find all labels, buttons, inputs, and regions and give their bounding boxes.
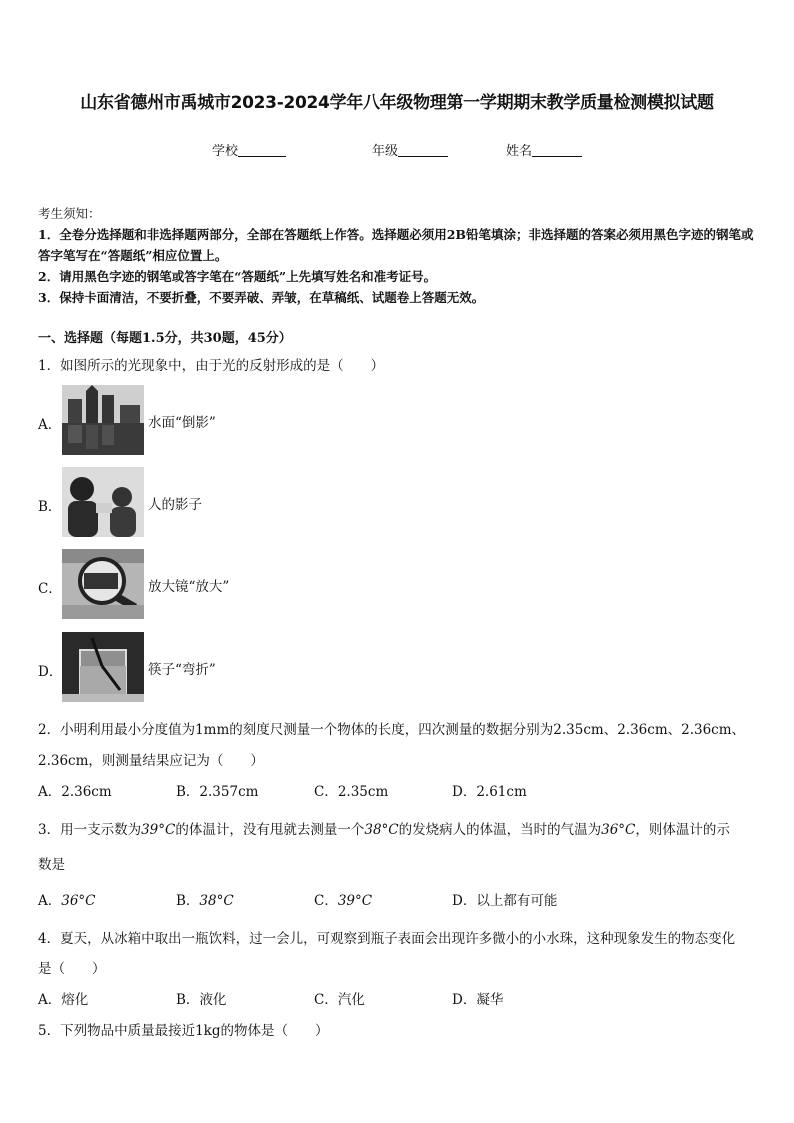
q3-stem-part1: 3．用一支示数为: [38, 822, 142, 838]
student-info-row: [0, 140, 794, 160]
q1-option-c-letter: C．: [38, 581, 62, 597]
q3-option-a[interactable]: [38, 889, 96, 909]
question-2-stem-line2: 2.36cm，则测量结果应记为（ ）: [38, 753, 264, 769]
question-4-stem-line1: 4．夏天，从冰箱中取出一瓶饮料，过一会儿，可观察到瓶子表面会出现许多微小的小水珠，这种现象发生的物态变化: [38, 931, 736, 947]
q4-options: [38, 988, 758, 1010]
q3-option-a-value: 36°C: [61, 893, 96, 909]
q3-options: [38, 889, 758, 911]
chopsticks-photo: [62, 632, 144, 702]
question-1-stem: 1．如图所示的光现象中，由于光的反射形成的是（ ）: [38, 358, 385, 374]
q1-option-d-caption: 筷子“弯折”: [148, 662, 216, 678]
q3-option-c-value: 39°C: [337, 893, 373, 909]
q1-option-b-caption: 人的影子: [148, 497, 202, 513]
notice-item-1: 1．全卷分选择题和非选择题两部分，全部在答题纸上作答。选择题必须用2B铅笔填涂；非选择题的答案必须用黑色字迹的钢笔或答字笔写在“答题纸”相应位置上。: [38, 227, 754, 263]
magnifier-photo: [62, 549, 144, 619]
question-2-stem-line1: 2．小明利用最小分度值为1mm的刻度尺测量一个物体的长度，四次测量的数据分别为2.35cm、2.36cm、2.36cm、: [38, 722, 746, 738]
q4-option-c[interactable]: C．汽化: [314, 992, 365, 1008]
q1-option-d[interactable]: [38, 632, 438, 704]
q1-option-c-caption: 放大镜“放大”: [148, 579, 230, 595]
q3-temp-38: 38°C: [364, 822, 399, 838]
question-3-stem-line2: 数是: [38, 857, 65, 873]
name-label: 姓名: [506, 144, 533, 159]
question-5-stem: 5．下列物品中质量最接近1kg的物体是（ ）: [38, 1023, 329, 1039]
grade-label: 年级: [372, 144, 399, 159]
q1-option-b[interactable]: [38, 467, 438, 539]
grade-blank: [398, 142, 448, 157]
q3-option-d-letter: D．: [452, 893, 477, 909]
reflection-photo: [62, 385, 144, 455]
q3-stem-part3: 的发烧病人的体温，当时的气温为: [398, 822, 602, 838]
school-label: 学校: [212, 144, 239, 159]
q3-option-a-letter: A．: [38, 893, 62, 909]
name-field: [506, 140, 582, 159]
question-3-stem-line1: [38, 818, 762, 838]
q3-option-b-letter: B．: [176, 893, 200, 909]
q3-stem-part2: 的体温计，没有甩就去测量一个: [175, 822, 365, 838]
notice-item-3: 3．保持卡面清洁，不要折叠，不要弄破、弄皱，在草稿纸、试题卷上答题无效。: [38, 290, 485, 305]
exam-title: 山东省德州市禹城市2023-2024学年八年级物理第一学期期末教学质量检测模拟试题: [80, 93, 714, 113]
q4-option-d[interactable]: D．凝华: [452, 992, 504, 1008]
q1-option-c[interactable]: [38, 549, 438, 621]
school-blank: [238, 142, 286, 157]
question-4-stem-line2: 是（ ）: [38, 961, 106, 977]
q3-option-b-value: 38°C: [199, 893, 234, 909]
q4-option-a[interactable]: A．熔化: [38, 992, 89, 1008]
q1-option-d-letter: D．: [38, 664, 63, 680]
q3-option-b[interactable]: [176, 889, 234, 909]
q1-option-a[interactable]: [38, 385, 438, 457]
q3-option-d-value: 以上都有可能: [476, 893, 558, 909]
q2-option-d[interactable]: D．2.61cm: [452, 784, 527, 800]
q2-options: [38, 780, 758, 802]
candidate-notice: [38, 203, 760, 308]
q3-temp-36: 36°C: [601, 822, 636, 838]
q4-option-b[interactable]: B．液化: [176, 992, 227, 1008]
q3-stem-part4: ，则体温计的示: [635, 822, 730, 838]
q2-option-c[interactable]: C．2.35cm: [314, 784, 389, 800]
q3-option-c-letter: C．: [314, 893, 338, 909]
school-field: [212, 140, 286, 159]
notice-item-2: 2．请用黑色字迹的钢笔或答字笔在“答题纸”上先填写姓名和准考证号。: [38, 269, 437, 284]
q2-option-b[interactable]: B．2.357cm: [176, 784, 259, 800]
q2-option-a[interactable]: A．2.36cm: [38, 784, 112, 800]
q1-option-b-letter: B．: [38, 499, 62, 515]
q3-option-c[interactable]: [314, 889, 372, 909]
shadow-photo: [62, 467, 144, 537]
q1-option-a-letter: A．: [38, 417, 62, 433]
section-heading-choice: 一、选择题（每题1.5分，共30题，45分）: [38, 331, 292, 346]
q3-temp-39: 39°C: [141, 822, 176, 838]
q1-option-a-caption: 水面“倒影”: [148, 415, 216, 431]
grade-field: [372, 140, 448, 159]
q3-option-d[interactable]: [452, 889, 557, 909]
notice-heading: 考生须知：: [38, 206, 101, 221]
name-blank: [532, 142, 582, 157]
